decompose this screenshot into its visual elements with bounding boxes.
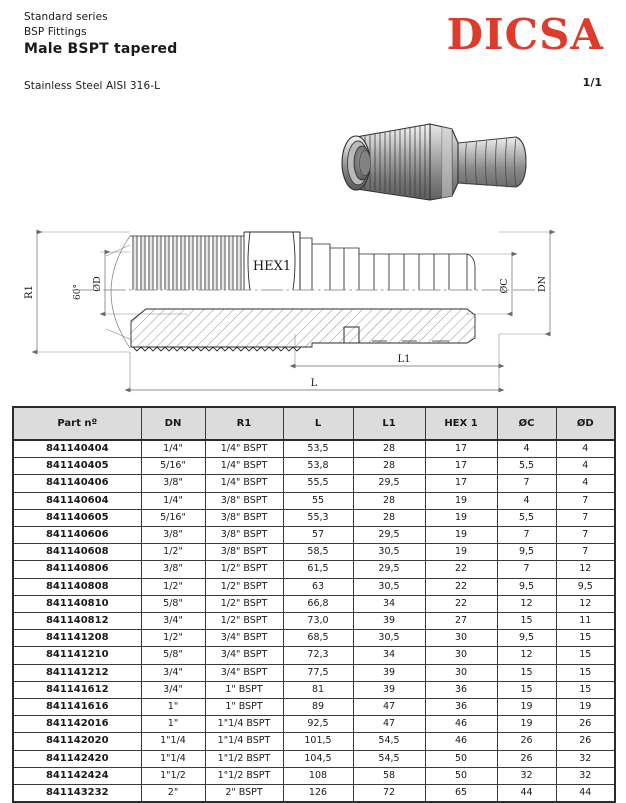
table-row	[13, 733, 615, 750]
cell-dn: 5/16"	[141, 458, 205, 475]
cell-l1: 28	[353, 440, 425, 458]
cell-l: 81	[283, 681, 353, 698]
cell-l1: 72	[353, 785, 425, 803]
cell-hex1: 36	[425, 681, 497, 698]
cell-l1: 28	[353, 492, 425, 509]
cell-od: 15	[556, 630, 615, 647]
table-row	[13, 578, 615, 595]
cell-od: 4	[556, 458, 615, 475]
cell-l: 53,5	[283, 440, 353, 458]
cell-r1: 1"1/4 BSPT	[205, 716, 283, 733]
cell-hex1: 17	[425, 440, 497, 458]
cell-part-no: 841141210	[13, 647, 141, 664]
table-row	[13, 647, 615, 664]
table-row	[13, 750, 615, 767]
cell-dn: 3/8"	[141, 527, 205, 544]
cell-hex1: 17	[425, 458, 497, 475]
cell-oc: 26	[497, 750, 556, 767]
cell-oc: 7	[497, 475, 556, 492]
cell-part-no: 841140605	[13, 509, 141, 526]
cell-l: 77,5	[283, 664, 353, 681]
cell-l1: 30,5	[353, 630, 425, 647]
cell-part-no: 841143232	[13, 785, 141, 803]
cell-dn: 1"1/4	[141, 750, 205, 767]
table-row	[13, 440, 615, 458]
cell-r1: 1" BSPT	[205, 681, 283, 698]
product-family-label: BSP Fittings	[24, 26, 87, 38]
cell-dn: 1/2"	[141, 578, 205, 595]
cell-oc: 19	[497, 716, 556, 733]
cell-od: 7	[556, 527, 615, 544]
drawing-label-hex1: HEX1	[252, 259, 292, 274]
drawing-label-oc: ØC	[499, 278, 510, 294]
cell-l1: 29,5	[353, 475, 425, 492]
cell-od: 26	[556, 733, 615, 750]
cell-part-no: 841141208	[13, 630, 141, 647]
drawing-label-l: L	[310, 378, 318, 389]
cell-dn: 5/8"	[141, 647, 205, 664]
cell-hex1: 50	[425, 750, 497, 767]
cell-l1: 54,5	[353, 750, 425, 767]
cell-r1: 3/8" BSPT	[205, 509, 283, 526]
cell-r1: 1"1/2 BSPT	[205, 767, 283, 784]
specification-table	[12, 406, 616, 803]
cell-l1: 30,5	[353, 544, 425, 561]
table-row	[13, 509, 615, 526]
cell-r1: 3/4" BSPT	[205, 664, 283, 681]
cell-l1: 28	[353, 509, 425, 526]
column-header-oc: ØC	[497, 407, 556, 440]
cell-part-no: 841140606	[13, 527, 141, 544]
cell-hex1: 30	[425, 664, 497, 681]
cell-part-no: 841142424	[13, 767, 141, 784]
cell-part-no: 841140808	[13, 578, 141, 595]
cell-dn: 1/2"	[141, 630, 205, 647]
cell-dn: 1/4"	[141, 440, 205, 458]
cell-od: 4	[556, 440, 615, 458]
cell-dn: 5/16"	[141, 509, 205, 526]
cell-r1: 1/2" BSPT	[205, 561, 283, 578]
cell-oc: 15	[497, 613, 556, 630]
drawing-label-l1: L1	[397, 354, 411, 365]
table-row	[13, 458, 615, 475]
table-row	[13, 681, 615, 698]
drawing-label-r1: R1	[24, 285, 35, 299]
cell-l1: 30,5	[353, 578, 425, 595]
table-row	[13, 544, 615, 561]
cell-part-no: 841140806	[13, 561, 141, 578]
cell-oc: 4	[497, 492, 556, 509]
cell-part-no: 841140810	[13, 595, 141, 612]
cell-od: 11	[556, 613, 615, 630]
cell-r1: 1/4" BSPT	[205, 440, 283, 458]
cell-part-no: 841141612	[13, 681, 141, 698]
cell-dn: 1"1/4	[141, 733, 205, 750]
cell-od: 15	[556, 681, 615, 698]
cell-part-no: 841140812	[13, 613, 141, 630]
cell-r1: 3/8" BSPT	[205, 527, 283, 544]
cell-od: 7	[556, 544, 615, 561]
cell-l: 108	[283, 767, 353, 784]
cell-part-no: 841140405	[13, 458, 141, 475]
dicsa-logo: DICSA	[446, 10, 604, 59]
cell-oc: 9,5	[497, 578, 556, 595]
cell-l: 126	[283, 785, 353, 803]
material-label: Stainless Steel AISI 316-L	[24, 80, 161, 92]
cell-l: 58,5	[283, 544, 353, 561]
page-header	[0, 0, 626, 104]
specification-table-container	[12, 406, 614, 803]
cell-od: 12	[556, 595, 615, 612]
cell-part-no: 841140608	[13, 544, 141, 561]
cell-dn: 3/4"	[141, 613, 205, 630]
cell-od: 9,5	[556, 578, 615, 595]
cell-r1: 3/4" BSPT	[205, 630, 283, 647]
cell-oc: 5,5	[497, 509, 556, 526]
cell-part-no: 841140604	[13, 492, 141, 509]
cell-oc: 9,5	[497, 544, 556, 561]
cell-hex1: 30	[425, 647, 497, 664]
cell-od: 15	[556, 664, 615, 681]
cell-r1: 1/4" BSPT	[205, 458, 283, 475]
table-row	[13, 613, 615, 630]
cell-od: 19	[556, 699, 615, 716]
cell-od: 4	[556, 475, 615, 492]
technical-drawing	[12, 214, 614, 402]
cell-dn: 2"	[141, 785, 205, 803]
cell-hex1: 27	[425, 613, 497, 630]
table-row	[13, 785, 615, 803]
cell-dn: 3/8"	[141, 475, 205, 492]
cell-part-no: 841140406	[13, 475, 141, 492]
cell-r1: 1/2" BSPT	[205, 595, 283, 612]
cell-part-no: 841142020	[13, 733, 141, 750]
cell-oc: 15	[497, 664, 556, 681]
cell-oc: 15	[497, 681, 556, 698]
table-row	[13, 561, 615, 578]
cell-hex1: 19	[425, 492, 497, 509]
cell-l: 55,5	[283, 475, 353, 492]
cell-l1: 47	[353, 716, 425, 733]
cell-hex1: 22	[425, 578, 497, 595]
cell-oc: 12	[497, 647, 556, 664]
cell-dn: 3/8"	[141, 561, 205, 578]
cell-part-no: 841141212	[13, 664, 141, 681]
cell-hex1: 22	[425, 561, 497, 578]
table-row	[13, 630, 615, 647]
cell-l: 92,5	[283, 716, 353, 733]
cell-dn: 1"1/2	[141, 767, 205, 784]
cell-od: 15	[556, 647, 615, 664]
cell-dn: 5/8"	[141, 595, 205, 612]
cell-l: 72,3	[283, 647, 353, 664]
column-header-part-no: Part nº	[13, 407, 141, 440]
standard-series-label: Standard series	[24, 11, 108, 23]
cell-r1: 3/4" BSPT	[205, 647, 283, 664]
table-row	[13, 475, 615, 492]
cell-dn: 1/2"	[141, 544, 205, 561]
cell-dn: 1"	[141, 699, 205, 716]
cell-l1: 29,5	[353, 561, 425, 578]
cell-od: 7	[556, 492, 615, 509]
cell-dn: 3/4"	[141, 664, 205, 681]
cell-oc: 32	[497, 767, 556, 784]
cell-l: 55	[283, 492, 353, 509]
page-title: Male BSPT tapered	[24, 41, 178, 57]
cell-hex1: 46	[425, 733, 497, 750]
cell-oc: 7	[497, 527, 556, 544]
drawing-label-angle: 60°	[73, 284, 83, 300]
column-header-r1: R1	[205, 407, 283, 440]
cell-oc: 7	[497, 561, 556, 578]
cell-l1: 29,5	[353, 527, 425, 544]
cell-r1: 1/4" BSPT	[205, 475, 283, 492]
cell-part-no: 841141616	[13, 699, 141, 716]
cell-r1: 1" BSPT	[205, 699, 283, 716]
cell-l1: 34	[353, 647, 425, 664]
cell-r1: 3/8" BSPT	[205, 492, 283, 509]
drawing-label-dn: DN	[537, 276, 548, 292]
table-row	[13, 664, 615, 681]
cell-oc: 4	[497, 440, 556, 458]
cell-l: 68,5	[283, 630, 353, 647]
cell-od: 32	[556, 750, 615, 767]
cell-l1: 34	[353, 595, 425, 612]
cell-l1: 58	[353, 767, 425, 784]
table-body	[13, 440, 615, 802]
cell-dn: 3/4"	[141, 681, 205, 698]
cell-oc: 9,5	[497, 630, 556, 647]
cell-l1: 47	[353, 699, 425, 716]
cell-hex1: 19	[425, 544, 497, 561]
cell-l: 101,5	[283, 733, 353, 750]
cell-od: 44	[556, 785, 615, 803]
cell-l: 55,3	[283, 509, 353, 526]
table-header-row	[13, 407, 615, 440]
cell-oc: 5,5	[497, 458, 556, 475]
cell-hex1: 17	[425, 475, 497, 492]
table-row	[13, 699, 615, 716]
cell-oc: 26	[497, 733, 556, 750]
cell-hex1: 19	[425, 509, 497, 526]
cell-hex1: 30	[425, 630, 497, 647]
cell-l1: 39	[353, 664, 425, 681]
cell-hex1: 65	[425, 785, 497, 803]
table-row	[13, 492, 615, 509]
cell-oc: 19	[497, 699, 556, 716]
cell-part-no: 841142420	[13, 750, 141, 767]
cell-part-no: 841140404	[13, 440, 141, 458]
cell-l1: 54,5	[353, 733, 425, 750]
cell-r1: 1/2" BSPT	[205, 578, 283, 595]
cell-l: 61,5	[283, 561, 353, 578]
cell-l: 66,8	[283, 595, 353, 612]
cell-l1: 28	[353, 458, 425, 475]
cell-dn: 1/4"	[141, 492, 205, 509]
column-header-l: L	[283, 407, 353, 440]
column-header-hex1: HEX 1	[425, 407, 497, 440]
cell-r1: 1"1/4 BSPT	[205, 733, 283, 750]
column-header-l1: L1	[353, 407, 425, 440]
cell-l: 89	[283, 699, 353, 716]
table-row	[13, 716, 615, 733]
column-header-od: ØD	[556, 407, 615, 440]
product-3d-render	[334, 110, 540, 214]
cell-l: 73,0	[283, 613, 353, 630]
drawing-label-od: ØD	[92, 276, 103, 292]
table-row	[13, 527, 615, 544]
cell-od: 32	[556, 767, 615, 784]
cell-l: 104,5	[283, 750, 353, 767]
cell-hex1: 19	[425, 527, 497, 544]
cell-l: 53,8	[283, 458, 353, 475]
table-row	[13, 595, 615, 612]
cell-od: 7	[556, 509, 615, 526]
cell-oc: 12	[497, 595, 556, 612]
cell-od: 12	[556, 561, 615, 578]
cell-hex1: 50	[425, 767, 497, 784]
cell-l: 57	[283, 527, 353, 544]
column-header-dn: DN	[141, 407, 205, 440]
cell-l: 63	[283, 578, 353, 595]
cell-l1: 39	[353, 613, 425, 630]
page-number: 1/1	[582, 76, 602, 89]
cell-dn: 1"	[141, 716, 205, 733]
cell-r1: 2" BSPT	[205, 785, 283, 803]
cell-hex1: 22	[425, 595, 497, 612]
table-row	[13, 767, 615, 784]
cell-r1: 1"1/2 BSPT	[205, 750, 283, 767]
cell-hex1: 36	[425, 699, 497, 716]
cell-l1: 39	[353, 681, 425, 698]
cell-r1: 3/8" BSPT	[205, 544, 283, 561]
cell-od: 26	[556, 716, 615, 733]
cell-oc: 44	[497, 785, 556, 803]
cell-hex1: 46	[425, 716, 497, 733]
cell-r1: 1/2" BSPT	[205, 613, 283, 630]
cell-part-no: 841142016	[13, 716, 141, 733]
